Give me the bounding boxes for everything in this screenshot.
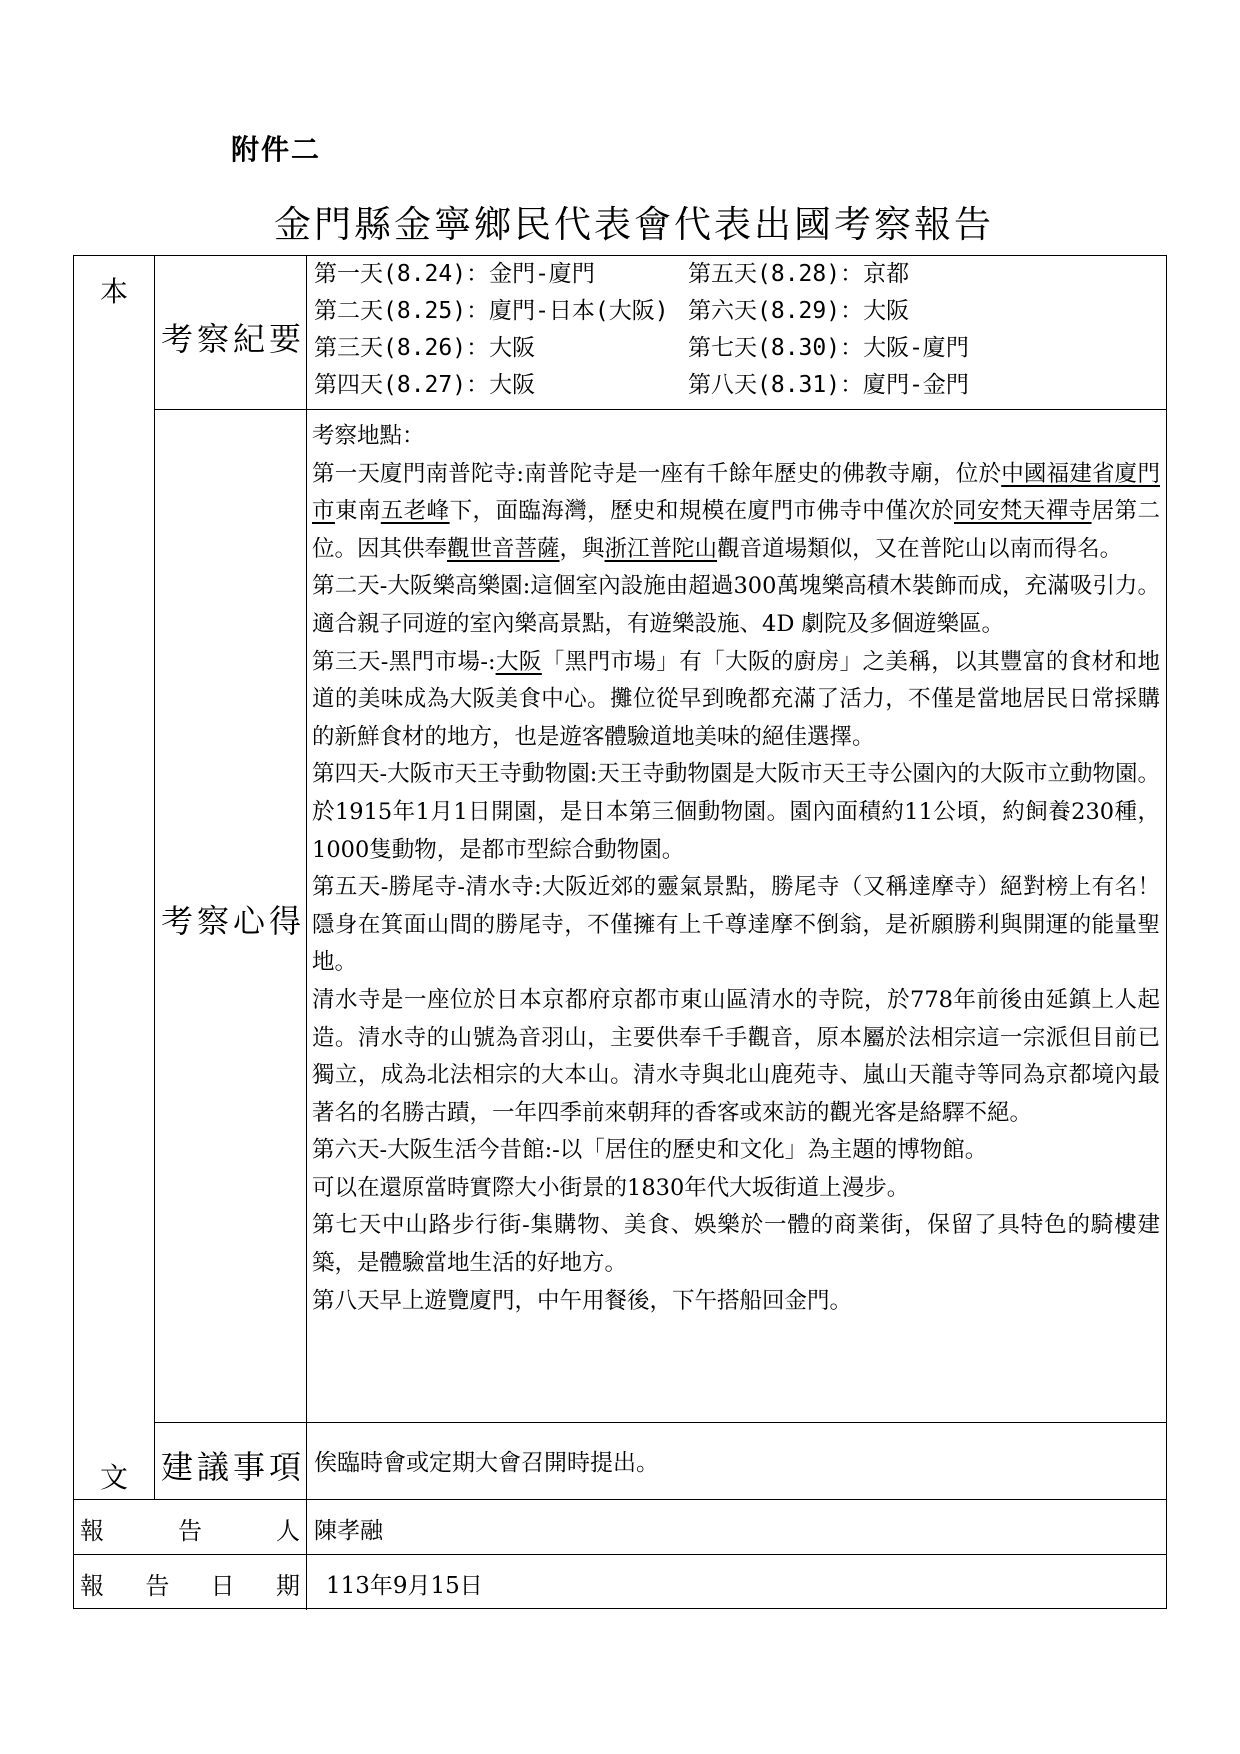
insights-heading: 考察地點：: [312, 423, 425, 449]
divider-insights: [154, 1422, 1166, 1423]
schedule-day-3: 第三天(8.26)：大阪: [314, 335, 536, 361]
insight-day-4: 第四天-大阪市天王寺動物園:天王寺動物園是大阪市天王寺公園內的大阪市立動物園。於1915年1月1日開園，是日本第三個動物園。園內面積約11公頃，約飼養230種，1000隻動物，是都市型綜合動物園。: [312, 761, 1160, 863]
schedule-day-8: 第八天(8.31)：廈門-金門: [688, 372, 969, 398]
insight-day-6-line-2: 可以在還原當時實際大小街景的1830年代大坂街道上漫步。: [312, 1174, 910, 1201]
link-putuoshan[interactable]: 浙江普陀山: [604, 535, 718, 562]
insight-day-3: 第三天-黑門市場-:大阪「黑門市場」有「大阪的廚房」之美稱，以其豐富的食材和地道的美味成為大阪美食中心。攤位從早到晚都充滿了活力，不僅是當地居民日常採購的新鮮食材的地方，也是遊客體驗道地美味的絕佳選擇。: [312, 648, 1160, 750]
schedule-left-column: [314, 256, 669, 404]
divider-reporter: [74, 1554, 1166, 1555]
divider-label: [306, 256, 307, 1499]
schedule-day-2: 第二天(8.25)：廈門-日本(大阪): [314, 298, 669, 324]
insight-day-6-line-1: 第六天-大阪生活今昔館:-以「居住的歷史和文化」為主題的博物館。: [312, 1137, 988, 1164]
schedule-day-4: 第四天(8.27)：大阪: [314, 372, 536, 398]
insight-day-1: 第一天廈門南普陀寺:南普陀寺是一座有千餘年歷史的佛教寺廟，位於中國福建省廈門市東南五老峰下，面臨海灣，歷史和規模在廈門市佛寺中僅次於同安梵天禪寺居第二位。因其供奉觀世音菩薩，與浙江普陀山觀音道場類似，又在普陀山以南而得名。: [312, 460, 1160, 562]
schedule-day-7: 第七天(8.30)：大阪-廈門: [688, 335, 969, 361]
reporter-value: 陳孝融: [314, 1518, 383, 1544]
report-date-value: 113年9月15日: [326, 1573, 483, 1599]
schedule-label: 考察紀要: [160, 320, 305, 358]
insights-body: [312, 418, 1160, 1320]
link-wulaofeng[interactable]: 五老峰: [380, 498, 450, 525]
report-form: [73, 255, 1167, 1609]
schedule-day-6: 第六天(8.29)：大阪: [688, 298, 910, 324]
divider-suggestions: [74, 1499, 1166, 1500]
link-tongan-temple[interactable]: 同安梵天禪寺: [954, 498, 1092, 525]
attachment-label: 附件二: [231, 133, 322, 166]
schedule-day-5: 第五天(8.28)：京都: [688, 261, 910, 287]
side-label-top: 本: [99, 275, 128, 308]
suggestions-label: 建議事項: [160, 1448, 305, 1486]
divider-schedule: [154, 409, 1166, 410]
insight-kiyomizu: 清水寺是一座位於日本京都府京都市東山區清水的寺院，於778年前後由延鎮上人起造。清水寺的山號為音羽山，主要供奉千手觀音，原本屬於法相宗這一宗派但目前已獨立，成為北法相宗的大本山。清水寺與北山鹿苑寺、嵐山天龍寺等同為京都境內最著名的名勝古蹟，一年四季前來朝拜的香客或來訪的觀光客是絡驛不絕。: [312, 986, 1160, 1126]
link-fujian-xiamen[interactable]: 中國福建省廈門市: [312, 460, 1160, 525]
insight-day-7: 第七天中山路步行街-集購物、美食、娛樂於一體的商業街，保留了具特色的騎樓建築，是體驗當地生活的好地方。: [312, 1212, 1160, 1277]
suggestions-value: 俟臨時會或定期大會召開時提出。: [314, 1450, 659, 1476]
schedule-day-1: 第一天(8.24)：金門-廈門: [314, 261, 595, 287]
divider-side: [154, 256, 155, 1499]
link-guanyin[interactable]: 觀世音菩薩: [447, 535, 560, 562]
insights-label: 考察心得: [160, 902, 305, 940]
insight-day-2: 第二天-大阪樂高樂園:這個室內設施由超過300萬塊樂高積木裝飾而成，充滿吸引力。適合親子同遊的室內樂高景點，有遊樂設施、4D 劇院及多個遊樂區。: [312, 573, 1160, 637]
page-title: 金門縣金寧鄉民代表會代表出國考察報告: [274, 203, 994, 246]
insight-day-8: 第八天早上遊覽廈門，中午用餐後，下午搭船回金門。: [312, 1287, 853, 1314]
side-label-bottom: 文: [99, 1461, 128, 1494]
report-date-label: 報 告 日 期: [80, 1572, 300, 1600]
reporter-label: 報 告 人: [80, 1517, 300, 1545]
link-osaka[interactable]: 大阪: [495, 648, 542, 675]
schedule-right-column: [688, 256, 969, 404]
insight-day-5: 第五天-勝尾寺-清水寺:大阪近郊的靈氣景點，勝尾寺（又稱達摩寺）絕對榜上有名！隱身在箕面山間的勝尾寺，不僅擁有上千尊達摩不倒翁，是祈願勝利與開運的能量聖地。: [312, 874, 1160, 976]
